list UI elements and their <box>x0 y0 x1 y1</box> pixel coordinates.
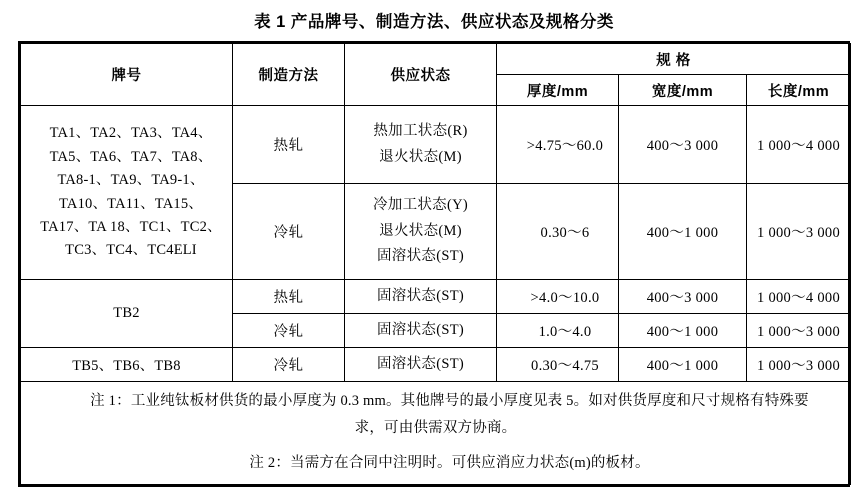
cell-length: 1 000～3 000 <box>747 314 851 348</box>
grade-line: TA5、TA6、TA7、TA8、 <box>49 148 213 165</box>
cell-thickness: 1.0～4.0 <box>497 314 619 348</box>
table-header-row-1 <box>21 44 851 75</box>
column-header-length: 长度/mm <box>747 75 851 106</box>
cell-supply-state <box>345 184 497 280</box>
state-line: 固溶状态(ST) <box>377 248 464 265</box>
cell-method: 冷轧 <box>233 184 345 280</box>
cell-thickness: 0.30～6 <box>497 184 619 280</box>
column-header-width: 宽度/mm <box>619 75 747 106</box>
cell-method: 冷轧 <box>233 314 345 348</box>
cell-grade: TB5、TB6、TB8 <box>21 348 233 382</box>
cell-width: 400～1 000 <box>619 184 747 280</box>
grade-line: TC3、TC4、TC4ELI <box>65 242 197 259</box>
spec-table-container <box>18 41 850 487</box>
grade-line: TA17、TA 18、TC1、TC2、 <box>40 218 222 235</box>
cell-thickness: >4.75～60.0 <box>497 106 619 184</box>
column-header-grade: 牌号 <box>21 44 233 106</box>
column-header-supply-state: 供应状态 <box>345 44 497 106</box>
cell-width: 400～3 000 <box>619 106 747 184</box>
state-line: 热加工状态(R) <box>373 123 468 140</box>
cell-length: 1 000～3 000 <box>747 348 851 382</box>
table-row <box>21 348 851 382</box>
state-line: 退火状态(M) <box>379 148 462 165</box>
grade-line: TA10、TA11、TA15、 <box>59 195 203 212</box>
table-notes-row <box>21 382 851 485</box>
column-header-method: 制造方法 <box>233 44 345 106</box>
column-header-spec-group: 规 格 <box>497 44 851 75</box>
cell-width: 400～1 000 <box>619 348 747 382</box>
cell-width: 400～3 000 <box>619 280 747 314</box>
table-caption: 表 1 产品牌号、制造方法、供应状态及规格分类 <box>254 13 614 31</box>
cell-width: 400～1 000 <box>619 314 747 348</box>
table-notes <box>21 382 851 485</box>
note-spacer <box>35 442 836 450</box>
column-header-thickness: 厚度/mm <box>497 75 619 106</box>
cell-length: 1 000～4 000 <box>747 280 851 314</box>
cell-thickness: >4.0～10.0 <box>497 280 619 314</box>
cell-method: 热轧 <box>233 106 345 184</box>
cell-length: 1 000～4 000 <box>747 106 851 184</box>
cell-supply-state <box>345 106 497 184</box>
cell-supply-state: 固溶状态(ST) <box>345 348 497 382</box>
note-line: 注 2：当需方在合同中注明时。可供应消应力状态(m)的板材。 <box>249 454 650 471</box>
table-row <box>21 280 851 314</box>
cell-grade-list <box>21 106 233 280</box>
cell-supply-state: 固溶状态(ST) <box>345 280 497 314</box>
table-row <box>21 106 851 184</box>
cell-method: 冷轧 <box>233 348 345 382</box>
grade-line: TA8-1、TA9、TA9-1、 <box>57 172 205 189</box>
spec-table <box>20 43 851 485</box>
cell-thickness: 0.30～4.75 <box>497 348 619 382</box>
cell-grade: TB2 <box>21 280 233 348</box>
cell-supply-state: 固溶状态(ST) <box>345 314 497 348</box>
cell-length: 1 000～3 000 <box>747 184 851 280</box>
state-line: 退火状态(M) <box>379 222 462 239</box>
note-line: 求，可由供需双方协商。 <box>354 419 517 436</box>
state-line: 冷加工状态(Y) <box>372 197 469 214</box>
cell-method: 热轧 <box>233 280 345 314</box>
note-line: 注 1：工业纯钛板材供货的最小厚度为 0.3 mm。其他牌号的最小厚度见表 5。如对供货厚度和尺寸规格有特殊要 <box>90 393 809 409</box>
grade-line: TA1、TA2、TA3、TA4、 <box>49 125 213 142</box>
